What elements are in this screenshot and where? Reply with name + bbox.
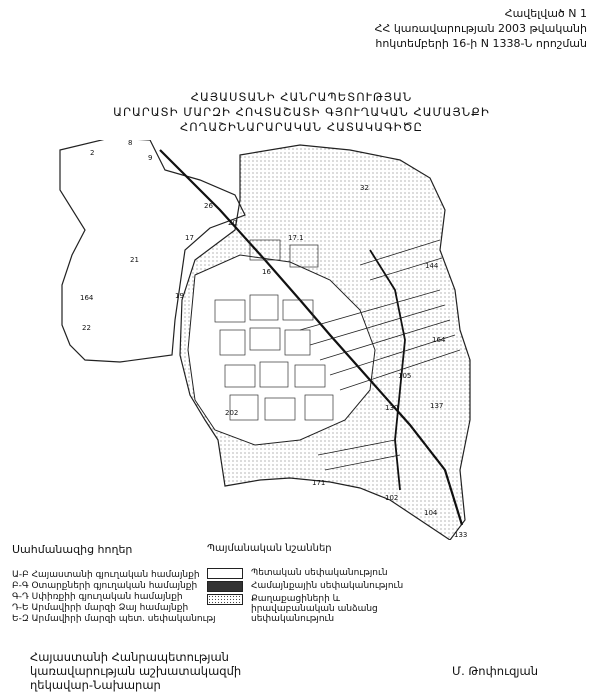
border-legend-item: Ա-Բ Հայաստանի գյուղական համայնքի xyxy=(12,570,200,580)
parcel-label: 17 xyxy=(185,234,194,242)
signature-block xyxy=(30,650,241,692)
parcel-label: 2 xyxy=(90,149,95,157)
parcel-label: 164 xyxy=(80,294,94,302)
border-legend-item: Գ-Դ Սփիռքիի գյուղական համայնքի xyxy=(12,592,183,602)
parcel-label: 164 xyxy=(432,336,446,344)
swatch-dark xyxy=(207,581,243,592)
legend-item-community xyxy=(207,581,403,592)
title-line-2: ԱՐԱՐԱՏԻ ՄԱՐԶԻ ՀՈՎՏԱՇԱՏԻ ԳՅՈՒՂԱԿԱՆ ՀԱՄԱՅՆՔԻ xyxy=(113,105,490,119)
signs-legend-title: Պայմանական նշաններ xyxy=(207,543,332,554)
title-line-3: ՀՈՂԱՇԻՆԱՐԱՐԱԿԱՆ ՀԱՏԱԿԱԳԻԾԸ xyxy=(180,120,423,134)
border-legend-title: Սահմանազից հողեր xyxy=(12,543,133,556)
parcel-label: 102 xyxy=(385,494,399,502)
parcel-label: 202 xyxy=(225,409,239,417)
header-line-3: հոկտեմբերի 16-ի N 1338-Ն որոշման xyxy=(375,37,587,50)
title-line-1: ՀԱՅԱՍՏԱՆԻ ՀԱՆՐԱՊԵՏՈՒԹՅԱՆ xyxy=(190,90,413,104)
parcel-label: 130 xyxy=(385,404,399,412)
parcel-label: 9 xyxy=(148,154,153,162)
signature-line-2: կառավարության աշխատակազմի xyxy=(30,664,242,678)
parcel-label: 171 xyxy=(312,479,326,487)
parcel-label: 144 xyxy=(425,262,439,270)
legend-item-label: Պետական սեփականություն xyxy=(251,568,388,578)
swatch-dotted xyxy=(207,594,243,605)
conventional-signs-legend xyxy=(207,543,403,626)
map-title xyxy=(0,90,603,135)
border-lands-legend xyxy=(12,543,216,625)
parcel-label: 137 xyxy=(430,402,444,410)
parcel-label: 19 xyxy=(175,292,184,300)
signature-line-3: ղեկավար-Նախարար xyxy=(30,678,161,692)
legend-item-private xyxy=(207,594,403,624)
parcel-label: 26 xyxy=(204,202,213,210)
parcel-label: 21 xyxy=(130,256,139,264)
swatch-white xyxy=(207,568,243,579)
parcel-label: 8 xyxy=(128,140,133,147)
parcel-label: 105 xyxy=(398,372,412,380)
legend-item-label: Համայնքային սեփականություն xyxy=(251,581,404,591)
signature-line-1: Հայաստանի Հանրապետության xyxy=(30,650,229,664)
cadastral-map xyxy=(0,140,603,540)
legend-item-state xyxy=(207,568,403,579)
legend-item-label: Քաղաքացիների և իրավաբանական անձանց սեփականություն xyxy=(251,594,378,624)
border-legend-item: Դ-Ե Արմավիրի մարզի Ձայ համայնքի xyxy=(12,603,189,613)
parcel-label: 17.1 xyxy=(288,234,304,242)
header-line-1: Հավելված N 1 xyxy=(504,7,587,20)
parcel-label: 16 xyxy=(262,268,271,276)
document-header xyxy=(375,6,587,51)
border-legend-item: Ե-Զ Արմավիրի մարզի պետ. սեփականությ xyxy=(12,614,216,624)
parcel-label: 104 xyxy=(424,509,438,517)
parcel-label: 22 xyxy=(82,324,91,332)
parcel-label: 32 xyxy=(360,184,369,192)
parcel-label: 133 xyxy=(454,531,468,539)
parcel-label: 20 xyxy=(228,219,237,227)
border-legend-item: Բ-Գ Օտարքների գյուղական համայնքի xyxy=(12,581,198,591)
signatory-name: Մ. Թոփուզյան xyxy=(452,664,538,678)
header-line-2: ՀՀ կառավարության 2003 թվականի xyxy=(374,22,587,35)
